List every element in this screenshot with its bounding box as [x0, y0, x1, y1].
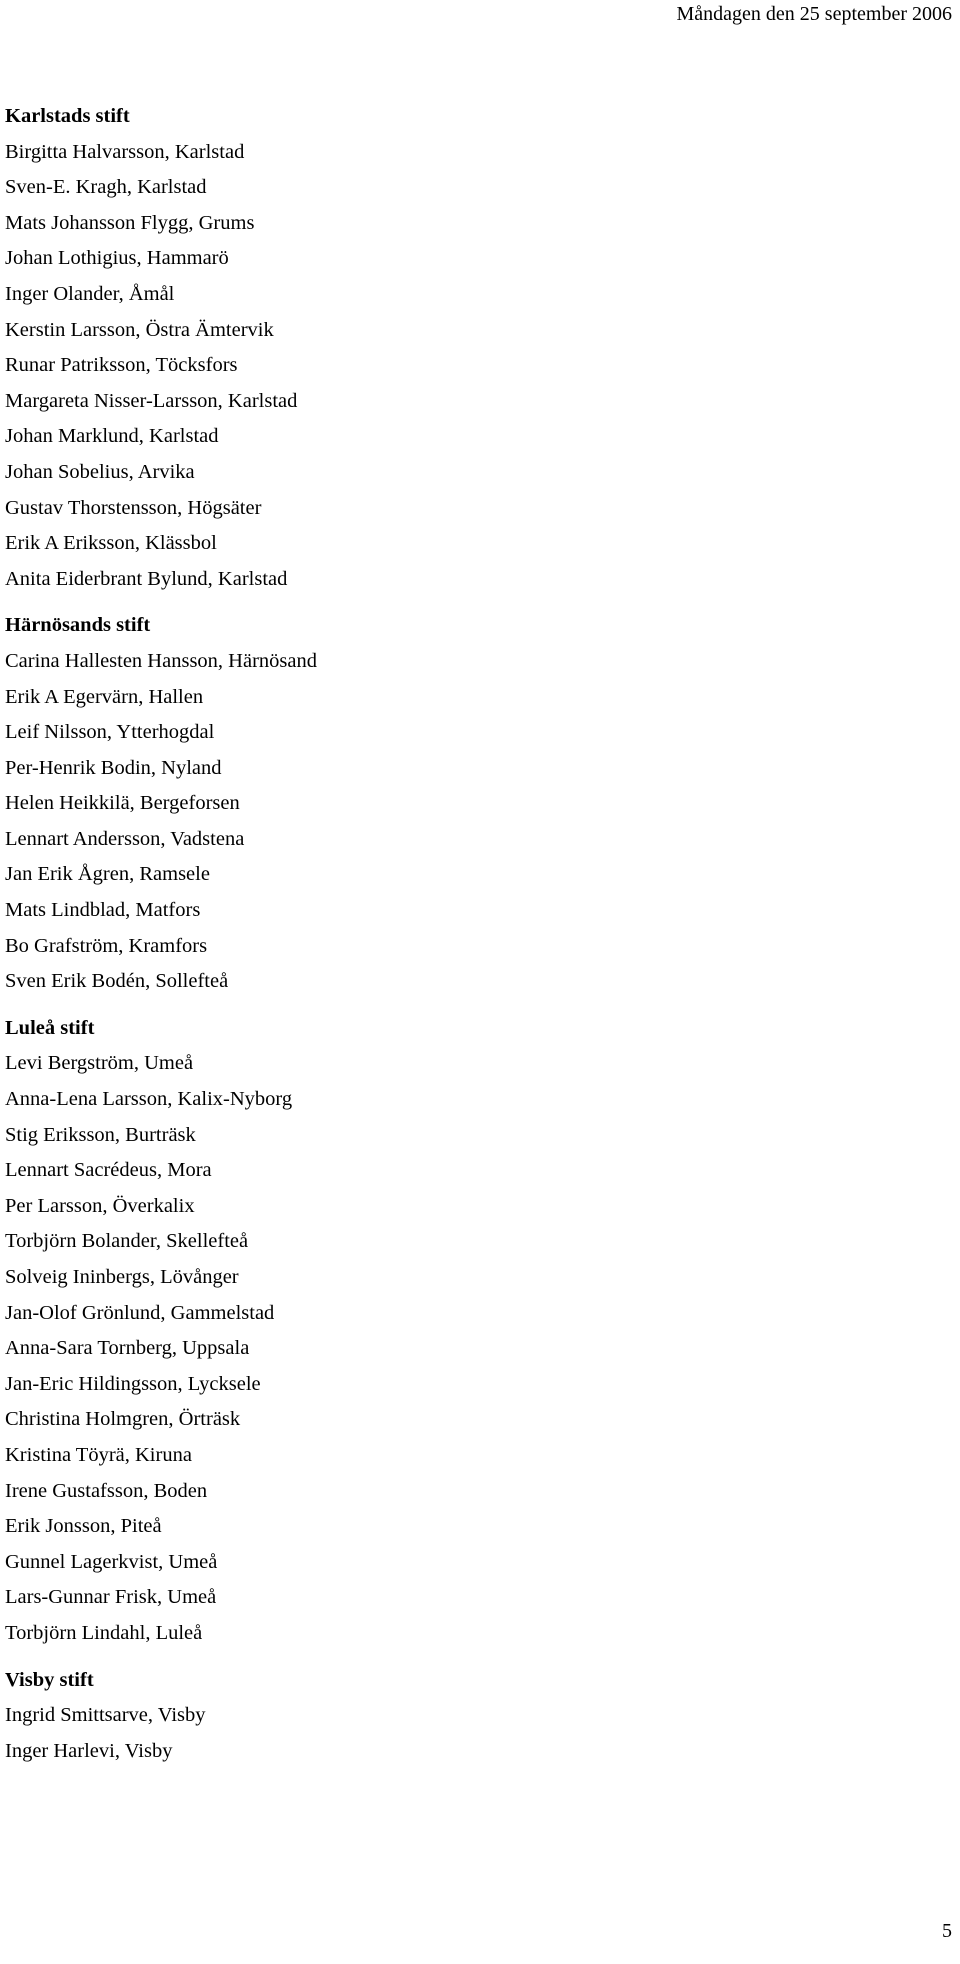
- page-number: 5: [942, 1920, 952, 1942]
- list-item: Inger Olander, Åmål: [5, 282, 175, 305]
- name-list: [5, 1046, 905, 1651]
- list-item: Torbjörn Lindahl, Luleå: [5, 1621, 203, 1644]
- list-item: Sven-E. Kragh, Karlstad: [5, 176, 207, 199]
- list-item: Stig Eriksson, Burträsk: [5, 1123, 196, 1146]
- list-item: Lennart Sacrédeus, Mora: [5, 1159, 212, 1182]
- list-item: Gustav Thorstensson, Högsäter: [5, 496, 262, 519]
- list-item: Per-Henrik Bodin, Nyland: [5, 756, 222, 779]
- list-item: Erik A Egervärn, Hallen: [5, 685, 204, 708]
- list-item: Irene Gustafsson, Boden: [5, 1479, 208, 1502]
- list-item: Levi Bergström, Umeå: [5, 1052, 194, 1075]
- list-item: Anna-Lena Larsson, Kalix-Nyborg: [5, 1088, 293, 1111]
- list-item: Torbjörn Bolander, Skellefteå: [5, 1230, 249, 1253]
- name-list: [5, 644, 905, 1000]
- list-item: Mats Johansson Flygg, Grums: [5, 211, 255, 234]
- list-item: Kerstin Larsson, Östra Ämtervik: [5, 318, 274, 341]
- list-item: Helen Heikkilä, Bergeforsen: [5, 792, 240, 815]
- list-item: Bo Grafström, Kramfors: [5, 934, 208, 957]
- document-body: [5, 99, 905, 1780]
- list-item: Kristina Töyrä, Kiruna: [5, 1443, 192, 1466]
- list-item: Johan Sobelius, Arvika: [5, 460, 195, 483]
- list-item: Lars-Gunnar Frisk, Umeå: [5, 1586, 217, 1609]
- section-title: Karlstads stift: [5, 105, 130, 127]
- list-item: Lennart Andersson, Vadstena: [5, 827, 245, 850]
- list-item: Margareta Nisser-Larsson, Karlstad: [5, 389, 298, 412]
- list-item: Jan-Eric Hildingsson, Lycksele: [5, 1372, 261, 1395]
- list-item: Jan Erik Ågren, Ramsele: [5, 863, 210, 886]
- section-visby-stift: [5, 1663, 905, 1770]
- list-item: Per Larsson, Överkalix: [5, 1194, 195, 1217]
- page-header-date: Måndagen den 25 september 2006: [676, 3, 952, 25]
- list-item: Leif Nilsson, Ytterhogdal: [5, 721, 215, 744]
- list-item: Solveig Ininbergs, Lövånger: [5, 1266, 239, 1288]
- list-item: Erik A Eriksson, Klässbol: [5, 532, 217, 555]
- list-item: Sven Erik Bodén, Sollefteå: [5, 970, 229, 993]
- list-item: Jan-Olof Grönlund, Gammelstad: [5, 1301, 275, 1324]
- list-item: Anita Eiderbrant Bylund, Karlstad: [5, 567, 288, 590]
- list-item: Erik Jonsson, Piteå: [5, 1515, 162, 1538]
- section-lulea-stift: [5, 1011, 905, 1652]
- list-item: Johan Marklund, Karlstad: [5, 425, 219, 448]
- list-item: Johan Lothigius, Hammarö: [5, 247, 229, 270]
- section-harnosands-stift: [5, 608, 905, 1000]
- section-title: Luleå stift: [5, 1016, 95, 1039]
- name-list: [5, 1698, 905, 1769]
- list-item: Carina Hallesten Hansson, Härnösand: [5, 649, 317, 672]
- list-item: Christina Holmgren, Örträsk: [5, 1408, 241, 1431]
- section-karlstads-stift: [5, 99, 905, 597]
- name-list: [5, 135, 905, 598]
- list-item: Anna-Sara Tornberg, Uppsala: [5, 1337, 250, 1360]
- list-item: Birgitta Halvarsson, Karlstad: [5, 140, 245, 163]
- section-title: Härnösands stift: [5, 614, 151, 637]
- list-item: Ingrid Smittsarve, Visby: [5, 1704, 206, 1727]
- list-item: Inger Harlevi, Visby: [5, 1739, 173, 1762]
- section-title: Visby stift: [5, 1668, 94, 1691]
- list-item: Mats Lindblad, Matfors: [5, 899, 201, 922]
- list-item: Gunnel Lagerkvist, Umeå: [5, 1550, 218, 1573]
- list-item: Runar Patriksson, Töcksfors: [5, 354, 238, 377]
